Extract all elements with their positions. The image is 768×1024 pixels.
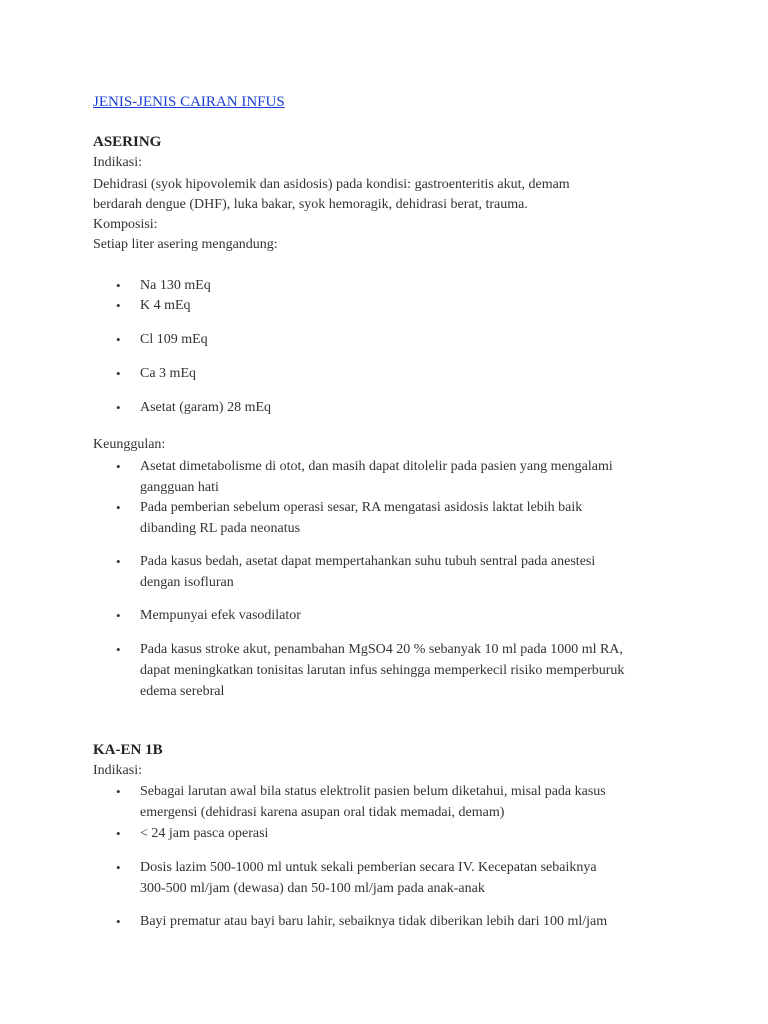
list-item-text-line: gangguan hati — [140, 480, 219, 495]
list-item — [116, 605, 676, 626]
list-item-text-line: Sebagai larutan awal bila status elektrolit pasien belum diketahui, misal pada kasus — [140, 784, 606, 799]
list-item — [116, 275, 676, 296]
bullet-icon: • — [116, 642, 121, 657]
list-item-text-line: dibanding RL pada neonatus — [140, 521, 301, 536]
indikasi-text-line: berdarah dengue (DHF), luka bakar, syok hemoragik, dehidrasi berat, trauma. — [93, 197, 528, 212]
list-item — [116, 397, 676, 418]
list-item-text-line: emergensi (dehidrasi karena asupan oral tidak memadai, demam) — [140, 805, 505, 820]
list-item — [116, 295, 676, 316]
bullet-icon: • — [116, 332, 121, 347]
list-item — [116, 456, 676, 498]
bullet-icon: • — [116, 459, 121, 474]
list-item — [116, 781, 676, 823]
keunggulan-label: Keunggulan: — [93, 437, 166, 452]
list-item — [116, 329, 676, 350]
list-item — [116, 823, 676, 844]
list-item — [116, 497, 676, 539]
list-item-text: Cl 109 mEq — [140, 332, 208, 347]
bullet-icon: • — [116, 554, 121, 569]
list-item — [116, 911, 676, 932]
indikasi-text-line: Dehidrasi (syok hipovolemik dan asidosis) pada kondisi: gastroenteritis akut, demam — [93, 177, 570, 192]
list-item-text: Ca 3 mEq — [140, 366, 196, 381]
bullet-icon: • — [116, 400, 121, 415]
list-item-text: K 4 mEq — [140, 298, 191, 313]
list-item — [116, 639, 676, 702]
bullet-icon: • — [116, 278, 121, 293]
komposisi-intro: Setiap liter asering mengandung: — [93, 237, 278, 252]
indikasi-label: Indikasi: — [93, 155, 142, 170]
list-item-text-line: Pada kasus stroke akut, penambahan MgSO4 20 % sebanyak 10 ml pada 1000 ml RA, — [140, 642, 623, 657]
komposisi-label: Komposisi: — [93, 217, 158, 232]
section-heading-kaen1b: KA-EN 1B — [93, 742, 163, 758]
bullet-icon: • — [116, 784, 121, 799]
list-item — [116, 857, 676, 899]
list-item — [116, 551, 676, 593]
list-item-text-line: Asetat dimetabolisme di otot, dan masih dapat ditolelir pada pasien yang mengalami — [140, 459, 613, 474]
list-item-text-line: Bayi prematur atau bayi baru lahir, sebaiknya tidak diberikan lebih dari 100 ml/jam — [140, 914, 608, 929]
list-item — [116, 363, 676, 384]
bullet-icon: • — [116, 860, 121, 875]
document-title[interactable]: JENIS-JENIS CAIRAN INFUS — [93, 94, 285, 110]
list-item-text-line: Dosis lazim 500-1000 ml untuk sekali pemberian secara IV. Kecepatan sebaiknya — [140, 860, 597, 875]
list-item-text-line: edema serebral — [140, 684, 225, 699]
bullet-icon: • — [116, 500, 121, 515]
bullet-icon: • — [116, 914, 121, 929]
indikasi-label: Indikasi: — [93, 763, 142, 778]
list-item-text-line: dapat meningkatkan tonisitas larutan infus sehingga memperkecil risiko memperburuk — [140, 663, 625, 678]
list-item-text-line: Pada kasus bedah, asetat dapat mempertahankan suhu tubuh sentral pada anestesi — [140, 554, 596, 569]
bullet-icon: • — [116, 608, 121, 623]
section-heading-asering: ASERING — [93, 134, 162, 150]
bullet-icon: • — [116, 298, 121, 313]
bullet-icon: • — [116, 826, 121, 841]
bullet-icon: • — [116, 366, 121, 381]
list-item-text-line: dengan isofluran — [140, 575, 234, 590]
list-item-text-line: Mempunyai efek vasodilator — [140, 608, 301, 623]
list-item-text-line: 300-500 ml/jam (dewasa) dan 50-100 ml/jam pada anak-anak — [140, 881, 485, 896]
list-item-text-line: Pada pemberian sebelum operasi sesar, RA mengatasi asidosis laktat lebih baik — [140, 500, 583, 515]
list-item-text: Na 130 mEq — [140, 278, 211, 293]
list-item-text-line: < 24 jam pasca operasi — [140, 826, 269, 841]
list-item-text: Asetat (garam) 28 mEq — [140, 400, 272, 415]
